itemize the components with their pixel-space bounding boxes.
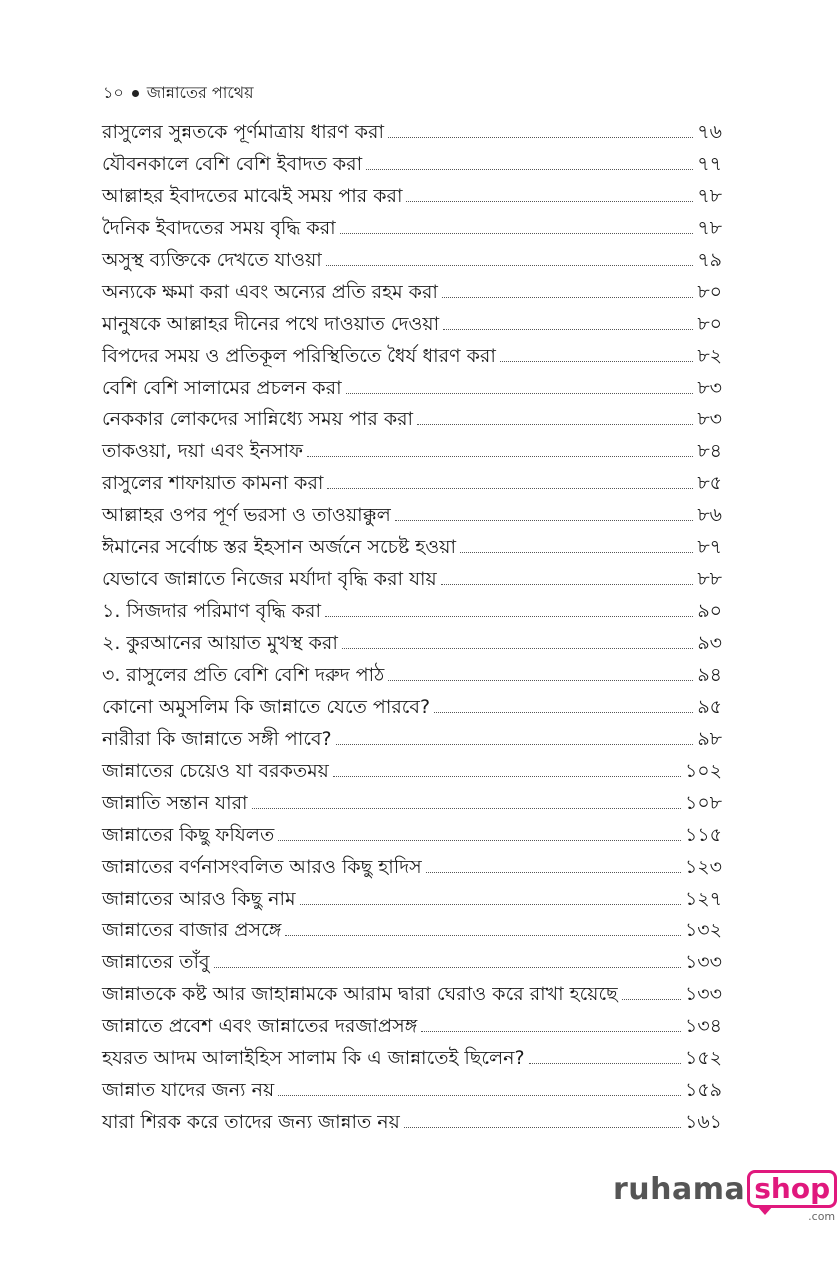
logo-text-shop: shop [747,1170,837,1208]
toc-entry [102,1043,722,1075]
toc-entry [102,213,722,245]
logo-text-domain: .com [808,1210,836,1223]
toc-entry [102,915,722,947]
toc-entry [102,277,722,309]
toc-entry-page-number: ৭৮ [697,216,722,239]
toc-entry-page-number: ৯৮ [697,727,722,750]
toc-entry [102,1011,722,1043]
toc-entry-title: জান্নাতকে কষ্ট আর জাহান্নামকে আরাম দ্বারা ঘেরাও করে রাখা হয়েছে [102,983,618,1006]
toc-entry [102,756,722,788]
toc-entry [102,532,722,564]
toc-entry-page-number: ৮৬ [697,504,722,527]
dot-leader [307,456,693,457]
dot-leader [278,1095,681,1096]
toc-entry-title: জান্নাতের তাঁবু [102,951,210,974]
toc-entry-page-number: ১২৭ [684,887,722,910]
dot-leader [333,776,681,777]
toc-entry-page-number: ৯৩ [697,632,722,654]
toc-entry-title: আল্লাহর ওপর পূর্ণ ভরসা ও তাওয়াক্কুল [102,504,391,527]
dot-leader [404,1127,681,1128]
dot-leader [406,201,693,202]
toc-entry-title: নারীরা কি জান্নাতে সঙ্গী পাবে? [102,727,332,750]
dot-leader [417,424,693,425]
toc-entry-page-number: ৭৬ [697,121,722,143]
toc-entry-title: বেশি বেশি সালামের প্রচলন করা [102,376,342,399]
toc-entry-page-number: ৮৫ [697,472,722,495]
toc-entry-page-number: ৮৩ [697,408,722,431]
toc-entry [102,149,722,181]
toc-entry [102,500,722,532]
table-of-contents [102,117,722,1139]
toc-entry [102,788,722,820]
dot-leader [442,297,693,298]
toc-entry-title: মানুষকে আল্লাহর দীনের পথে দাওয়াত দেওয়া [102,312,440,335]
toc-entry-title: রাসুলের সুন্নতকে পূর্ণমাত্রায় ধারণ করা [102,121,384,143]
toc-entry [102,596,722,628]
toc-entry-page-number: ৮৪ [697,440,722,463]
toc-entry-title: জান্নাতের কিছু ফযিলত [102,823,275,846]
dot-leader [443,329,693,330]
dot-leader [346,393,694,394]
toc-entry-title: জান্নাতের আরও কিছু নাম [102,887,296,910]
toc-entry-page-number: ৮২ [697,344,722,367]
dot-leader [327,488,693,489]
toc-entry-title: কোনো অমুসলিম কি জান্নাতে যেতে পারবে? [102,695,431,718]
toc-entry-page-number: ১১৫ [685,823,722,846]
dot-leader [325,616,693,617]
toc-entry-page-number: ৯০ [697,600,722,623]
toc-entry-page-number: ৭৯ [697,248,722,271]
toc-entry [102,436,722,468]
toc-entry-page-number: ১৫২ [684,1047,722,1070]
toc-entry-page-number: ৯৫ [697,695,722,718]
toc-entry-title: ১. সিজদার পরিমাণ বৃদ্ধি করা [102,600,321,623]
dot-leader [395,520,694,521]
toc-entry [102,979,722,1011]
toc-entry-title: জান্নাতের বর্ণনাসংবলিত আরও কিছু হাদিস [102,855,422,878]
toc-entry [102,852,722,884]
dot-leader [300,904,681,905]
toc-entry-title: জান্নাতে প্রবেশ এবং জান্নাতের দরজাপ্রসঙ্গ [102,1015,418,1038]
speech-bubble-tail-icon [757,1206,773,1215]
toc-entry-page-number: ৭৭ [697,152,722,175]
toc-entry-title: যৌবনকালে বেশি বেশি ইবাদত করা [102,152,363,175]
toc-entry-page-number: ৮০ [697,312,722,335]
toc-entry-page-number: ১৫৯ [685,1079,722,1102]
toc-entry-title: ৩. রাসুলের প্রতি বেশি বেশি দরুদ পাঠ [102,663,385,686]
toc-entry-page-number: ৮৭ [697,536,722,559]
toc-entry [102,245,722,277]
dot-leader [278,840,681,841]
toc-entry-page-number: ১০৮ [684,791,722,814]
toc-entry-title: অসুস্থ ব্যক্তিকে দেখতে যাওয়া [102,248,322,271]
toc-entry-title: হযরত আদম আলাইহিস সালাম কি এ জান্নাতেই ছিলেন? [102,1047,525,1070]
toc-entry-page-number: ১০২ [684,759,722,782]
dot-leader [366,169,693,170]
toc-entry-page-number: ৮৮ [697,568,722,591]
toc-entry-title: ২. কুরআনের আয়াত মুখস্থ করা [102,632,338,654]
toc-entry-page-number: ১৩৩ [684,983,722,1006]
dot-leader [426,872,681,873]
running-header [103,80,254,107]
dot-leader [421,1031,681,1032]
toc-entry-title: জান্নাতের চেয়েও যা বরকতময় [102,759,329,782]
toc-entry-title: জান্নাত যাদের জন্য নয় [102,1079,275,1102]
logo-shop-badge [747,1170,837,1223]
toc-entry [102,660,722,692]
toc-entry [102,628,722,660]
toc-entry [102,181,722,213]
dot-leader [340,233,694,234]
dot-leader [214,967,681,968]
toc-entry [102,1075,722,1107]
dot-leader [285,935,681,936]
toc-entry [102,373,722,405]
toc-entry-title: জান্নাতের বাজার প্রসঙ্গে [102,919,282,942]
dot-leader [441,584,694,585]
ruhama-shop-logo [613,1170,837,1223]
toc-entry-title: নেককার লোকদের সান্নিধ্যে সময় পার করা [102,408,414,431]
toc-entry [102,564,722,596]
toc-entry-title: যারা শিরক করে তাদের জন্য জান্নাত নয় [102,1111,400,1134]
toc-entry [102,820,722,852]
toc-entry-page-number: ৭৮ [697,184,722,207]
toc-entry-title: অন্যকে ক্ষমা করা এবং অন্যের প্রতি রহম করা [102,280,438,303]
dot-leader [529,1063,681,1064]
dot-leader [342,648,693,649]
dot-leader [500,361,693,362]
dot-leader [388,137,693,138]
toc-entry [102,468,722,500]
toc-entry-title: জান্নাতি সন্তান যারা [102,791,248,814]
toc-entry-page-number: ১৩৪ [684,1015,722,1038]
dot-leader [326,265,694,266]
page-number: ১০ [103,83,124,102]
toc-entry-title: তাকওয়া, দয়া এবং ইনসাফ [102,440,303,463]
toc-entry [102,341,722,373]
toc-entry-title: দৈনিক ইবাদতের সময় বৃদ্ধি করা [102,216,336,239]
dot-leader [460,552,693,553]
toc-entry [102,1107,722,1139]
toc-entry [102,117,722,149]
toc-entry [102,309,722,341]
toc-entry-page-number: ১২৩ [684,855,722,878]
toc-entry [102,884,722,916]
toc-entry-title: বিপদের সময় ও প্রতিকূল পরিস্থিতিতে ধৈর্য ধারণ করা [102,344,496,367]
toc-entry-page-number: ১৩২ [684,919,722,942]
dot-leader [388,680,693,681]
toc-entry-page-number: ১৬১ [684,1111,722,1134]
toc-entry [102,724,722,756]
dot-leader [434,712,693,713]
book-title: জান্নাতের পাথেয় [146,83,254,102]
toc-entry-title: ঈমানের সর্বোচ্চ স্তর ইহসান অর্জনে সচেষ্ট হওয়া [102,536,456,559]
bullet-dot-icon [132,90,139,97]
dot-leader [336,744,694,745]
toc-entry-page-number: ৮৩ [697,376,722,399]
toc-entry [102,404,722,436]
toc-entry-page-number: ৯৪ [697,663,722,686]
toc-entry-title: রাসুলের শাফায়াত কামনা করা [102,472,324,495]
dot-leader [622,999,681,1000]
toc-entry-title: যেভাবে জান্নাতে নিজের মর্যাদা বৃদ্ধি করা যায় [102,568,437,591]
toc-entry [102,947,722,979]
toc-entry-title: আল্লাহর ইবাদতের মাঝেই সময় পার করা [102,184,403,207]
toc-entry [102,692,722,724]
toc-entry-page-number: ১৩৩ [684,951,722,974]
toc-entry-page-number: ৮০ [697,280,722,303]
dot-leader [252,808,681,809]
logo-text-ruhama: ruhama [613,1172,746,1207]
